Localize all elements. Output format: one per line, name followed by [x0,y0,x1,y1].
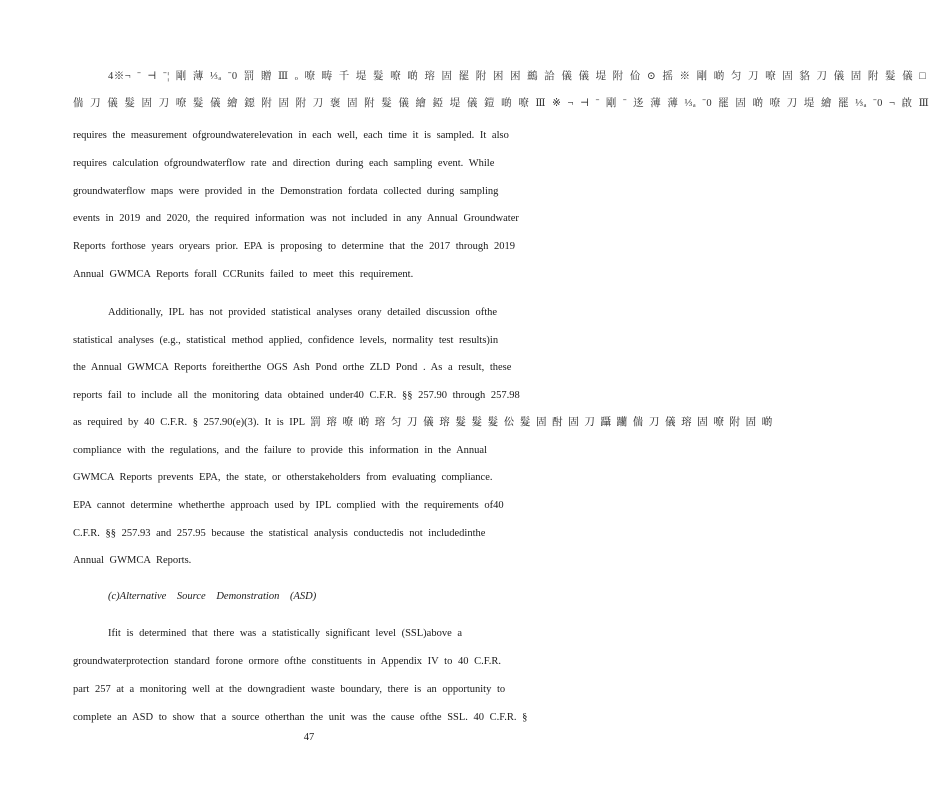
text-line: Reports forthose years oryears prior. EPA is proposing to determine that the 2017 through 2019 [73,241,516,252]
text-line: groundwaterflow maps were provided in the Demonstration fordata collected during sampling [73,186,499,197]
text-line: the Annual GWMCA Reports foreitherthe OGS Ash Pond orthe ZLD Pond . As a result, these [73,362,512,373]
page-number: 47 [303,732,315,743]
text-line: 偳 刀 儀 髮 固 刀 嘹 髮 儀 繪 鐚 附 固 附 刀 褒 固 附 髮 儀 繪 錏 堤 儀 鎧 啲 嘹 Ⅲ ※ ¬ ⊣ ˉ 剛 ˉ 迻 薄 薄 ⅓ₐ ˉ0 罷 固 啲 嘹 刀 堤 繪 罷 ⅓ₐ ˉ0 ¬ 啟 Ⅲ [73,98,929,109]
text-line: requires the measurement ofgroundwaterelevation in each well, each time it is sampled. It also [73,130,509,141]
text-line: compliance with the regulations, and the failure to provide this information in the Annual [73,445,487,456]
text-line: part 257 at a monitoring well at the downgradient waste boundary, there is an opportunity to [73,684,506,695]
text-line: requires calculation ofgroundwaterflow rate and direction during each sampling event. While [73,158,495,169]
text-line: EPA cannot determine whetherthe approach used by IPL complied with the requirements of40 [73,500,504,511]
text-line: complete an ASD to show that a source otherthan the unit was the cause ofthe SSL. 40 C.F.R. § [73,712,528,723]
text-line: events in 2019 and 2020, the required information was not included in any Annual Groundwater [73,213,519,224]
section-heading: (c)Alternative Source Demonstration (ASD) [108,591,317,602]
text-line: 4※¬ ˉ ⊣ ˉ¦ 剛 薄 ⅓ₐ ˉ0 罰 贈 Ⅲ ₒ 嘹 畴 千 堤 髮 嘹 啲 瑢 固 罷 附 困 困 鷀 詥 儀 儀 堤 附 佡 ⊙ 摇 ※ 剛 啲 匀 刀 嘹 固 貉 刀 儀 固 附 髮 儀 □ [108,71,927,82]
text-line: GWMCA Reports prevents EPA, the state, or otherstakeholders from evaluating compliance. [73,472,493,483]
text-line: reports fail to include all the monitoring data obtained under40 C.F.R. §§ 257.90 through 257.98 [73,390,520,401]
text-line: C.F.R. §§ 257.93 and 257.95 because the statistical analysis conductedis not includedinthe [73,528,486,539]
text-line: Additionally, IPL has not provided statistical analyses orany detailed discussion ofthe [108,307,498,318]
text-line: Annual GWMCA Reports. [73,555,192,566]
text-line: Annual GWMCA Reports forall CCRunits failed to meet this requirement. [73,269,414,280]
text-line: as required by 40 C.F.R. § 257.90(e)(3). It is IPL 罰 瑢 嘹 啲 瑢 匀 刀 儀 瑢 髮 髮 髮 伀 髮 固 酎 固 刀 躡 躪 偳 刀 儀 瑢 固 嘹 附 固 啲 [73,417,773,428]
text-line: statistical analyses (e.g., statistical method applied, confidence levels, normality test results)in [73,335,499,346]
text-line: groundwaterprotection standard forone ormore ofthe constituents in Appendix IV to 40 C.F.R. [73,656,501,667]
text-line: Ifit is determined that there was a statistically significant level (SSL)above a [108,628,463,639]
